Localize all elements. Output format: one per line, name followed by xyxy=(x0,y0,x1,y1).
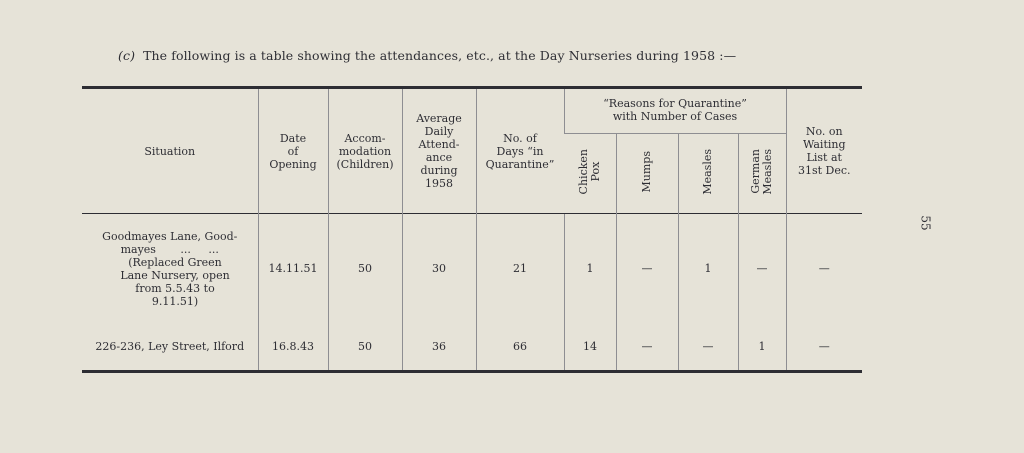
caption-text: The following is a table showing the attendances, etc., at the Day Nurseries during 1958 :— xyxy=(143,48,737,63)
header-mumps: Mumps xyxy=(616,134,678,214)
cell-date: 16.8.43 xyxy=(258,324,328,372)
header-days-in-quarantine: No. of Days “in Quarantine” xyxy=(476,88,564,214)
cell-mumps: — xyxy=(616,214,678,324)
table-row xyxy=(82,324,862,372)
table-row xyxy=(82,214,862,324)
cell-days: 66 xyxy=(476,324,564,372)
header-german-measles: German Measles xyxy=(738,134,786,214)
cell-mumps: — xyxy=(616,324,678,372)
page-number: 55 xyxy=(918,215,933,231)
day-nurseries-table xyxy=(82,86,862,373)
cell-measles: 1 xyxy=(678,214,738,324)
header-date-of-opening: Date of Opening xyxy=(258,88,328,214)
cell-situation: 226-236, Ley Street, Ilford xyxy=(82,324,258,372)
cell-chicken-pox: 14 xyxy=(564,324,616,372)
cell-situation: Goodmayes Lane, Good- mayes ... ... (Replaced Green Lane Nursery, open from 5.5.43 to 9.11.51) xyxy=(82,214,258,324)
header-chicken-pox: Chicken Pox xyxy=(576,149,602,195)
header-situation: Situation xyxy=(82,88,258,214)
caption-label: (c) xyxy=(118,48,136,63)
cell-waiting: — xyxy=(786,324,862,372)
header-measles: Measles xyxy=(678,134,738,214)
header-reasons-for-quarantine: “Reasons for Quarantine” with Number of Cases xyxy=(564,88,786,134)
header-accommodation: Accom- modation (Children) xyxy=(328,88,402,214)
cell-accommodation: 50 xyxy=(328,324,402,372)
cell-chicken-pox: 1 xyxy=(564,214,616,324)
cell-days: 21 xyxy=(476,214,564,324)
cell-accommodation: 50 xyxy=(328,214,402,324)
cell-measles: — xyxy=(678,324,738,372)
cell-german-measles: 1 xyxy=(738,324,786,372)
cell-average: 30 xyxy=(402,214,476,324)
cell-german-measles: — xyxy=(738,214,786,324)
cell-waiting: — xyxy=(786,214,862,324)
cell-date: 14.11.51 xyxy=(258,214,328,324)
cell-average: 36 xyxy=(402,324,476,372)
header-average-daily-attendance: Average Daily Attend- ance during 1958 xyxy=(402,88,476,214)
table-caption xyxy=(118,48,736,63)
header-waiting-list: No. on Waiting List at 31st Dec. xyxy=(786,88,862,214)
